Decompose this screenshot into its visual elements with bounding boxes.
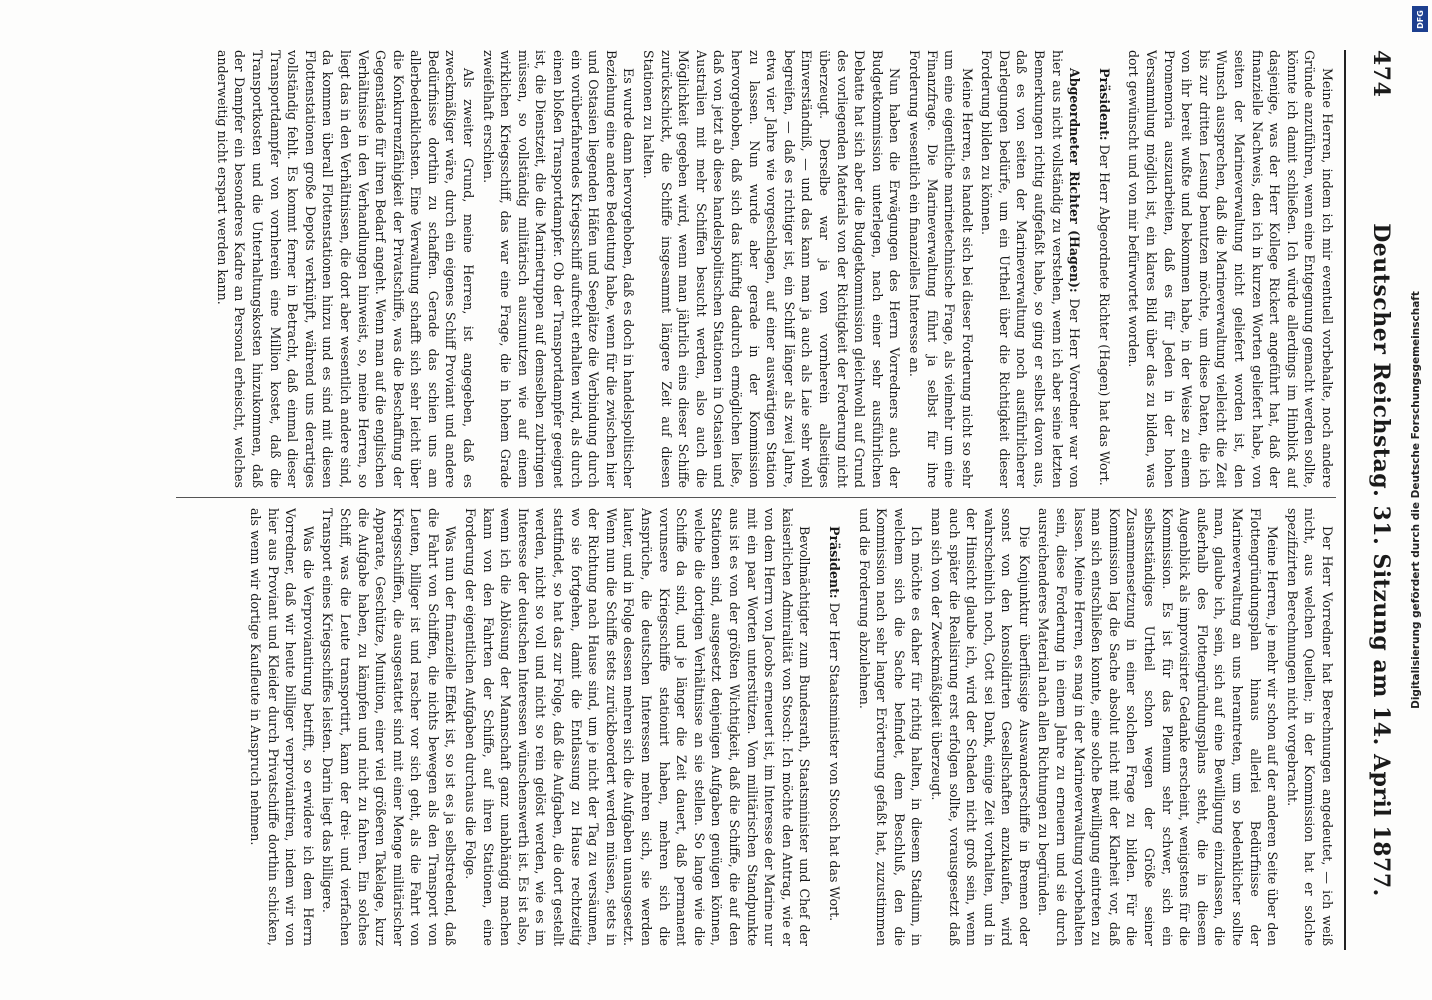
- paragraph: [927, 508, 1033, 946]
- paragraph: [213, 50, 477, 488]
- paragraph: [978, 50, 1084, 488]
- header-rule: [1344, 50, 1346, 950]
- right-column: [96, 508, 1336, 946]
- paragraph-text: Nun haben die Erwägungen des Herrn Vorredners auch der Budgetkommission unterlegen, nach einer sehr ausführlichen Debatte hat sich aber die Budgetkommission gleichwohl auf Grund des vorliegenden Materials von der Richtigkeit der Forderung nicht überzeugt. Derselbe war ja von vornherein allseitiges Einverständniß, — und das kann man ja auch als Laie sehr wohl begreifen, — daß es richtiger ist, ein Schiff länger als zwei Jahre, etwa vier Jahre wie vorgeschlagen, auf einer auswärtigen Station zu lassen. Nun wurde aber gerade in der Kommission hervorgehoben, daß sich das künftig dadurch ermöglichen ließe, daß von jetzt ab diese handelspolitischen Stationen in Ostasien und Australien mit mehr Schiffen besucht werden, also auch die Möglichkeit gegeben wird, wenn man jährlich eins dieser Schiffe zurückschickt, die Schiffe insgesammt längere Zeit auf diesen Stationen zu halten.: [641, 50, 903, 488]
- paragraph-text: Was die Verproviantirung betrifft, so erwidere ich dem Herrn Vorredner, daß wir heute billiger verproviantiren, indem wir von hier aus Proviant und Kleider durch Privatschiffe dorthin schicken, als wenn wir dortige Kaufleute in Anspruch nehmen.: [247, 508, 316, 946]
- paragraph-text: Meine Herren, je mehr wir schon auf der anderen Seite über den Flottengründungsplan hinaus allerlei Bedürfnisse der Marineverwaltung an uns herantreten, um so bedenklicher sollte man, glaube ich, sein, sich auf eine Bewilligung einzulassen, die außerhalb des Flottengründungsplans steht, die in diesem Augenblick als improvisirter Gedanke erscheint, wenigstens für die Kommission. Es ist für das Plenum sehr schwer, sich ein selbstständiges Urtheil schon wegen der Größe seiner Zusammensetzung in einer solchen Frage zu bilden. Für die Kommission lag die Sache absolut nicht mit der Klarheit vor, daß man sich entschließen konnte, eine solche Bewilligung eintreten zu lassen. Meine Herren, es mag in der Marineverwaltung vorbehalten sein, diese Forderung in einem Jahre zu erneuern und sie durch ausreichenderes Material nach allen Richtungen zu begründen.: [1036, 508, 1281, 946]
- page-number: 474: [1368, 50, 1394, 98]
- paragraph: [1095, 50, 1113, 488]
- paragraph-text: Der Herr Abgeordnete Richter (Hagen) hat das Wort.: [1096, 144, 1112, 486]
- paragraph: [1035, 508, 1281, 946]
- paragraph: [639, 50, 903, 488]
- left-column: [96, 50, 1336, 488]
- paragraph: [1283, 508, 1336, 946]
- digitization-note: Digitalisierung gefördert durch die Deutsche Forschungsgemeinschaft: [1410, 291, 1422, 709]
- speaker-name: Präsident:: [826, 526, 842, 599]
- paragraph: [319, 508, 460, 946]
- page-header: [1338, 50, 1408, 950]
- paragraph-text: Der Herr Vorredner war von hier aus nicht vollständig zu verstehen, wenn ich aber seine letzten Bemerkungen richtig aufgefaßt habe, so ging er selbst davon aus, daß es von seiten der Marineverwaltung noch ausführlicherer Darlegungen bedürfe, um ein Urtheil über die Richtigkeit dieser Forderung bilden zu können.: [979, 50, 1083, 488]
- paragraph: [905, 50, 975, 488]
- speaker-name: Präsident:: [1096, 68, 1112, 141]
- paragraph: [479, 50, 637, 488]
- paragraph-text: Ich möchte es daher für richtig halten, in diesem Stadium, in welchem sich die Sache befindet, dem Beschluß, den die Kommission nach sehr langer Erörterung gefaßt hat, zuzustimmen und die Forderung abzulehnen.: [856, 508, 925, 946]
- paragraph: [1125, 50, 1336, 488]
- dfg-logo-text: DFG: [1415, 9, 1425, 29]
- paragraph-text: Die Konjunktur überflüssige Auswanderschiffe in Bremen oder sonst von den konsolidirten Gesellschaften anzukaufen, wird wahrscheinlich noch, Gott sei Dank, einige Zeit vorhalten, und in der Hinsicht glaube ich, wird der Schaden nicht groß sein, wenn auch später die Realisirung erst erfolgen sollte, vorausgesetzt daß man sich von der Zweckmäßigkeit überzeugt.: [928, 508, 1032, 946]
- paragraph: [462, 508, 814, 946]
- paragraph-text: Was nun der finanzielle Effekt ist, so ist es ja selbstredend, daß die Fahrt von Schiffen, die nichts bewegen als den Transport von Leuten, billiger ist und rascher vor sich geht, als die Fahrt von Kriegsschiffen, die ausgestattet sind mit einer Menge militärischer Apparate, Geschütze, Munition, einer viel größeren Takelage, kurz die Aufgabe haben, zu kämpfen und nicht zu fahren. Ein solches Schiff, was die Leute transportirt, kann der drei- und vierfachen Transport eines Kriegsschiffes leisten. Darin liegt das billigere.: [320, 508, 459, 946]
- paragraph-text: Der Herr Staatsminister von Stosch hat das Wort.: [826, 602, 842, 922]
- paragraph-text: Meine Herren, indem ich mir eventuell vorbehalte, noch andere Gründe anzuführen, wenn eine Entgegnung gemacht werden sollte, könnte ich damit schließen. Ich würde allerdings im Hinblick auf dasjenige, was der Herr Kollege Rickert angeführt hat, daß der finanzielle Nachweis, den ich in kurzen Worten geliefert habe, von seiten der Marineverwaltung nicht geliefert worden ist, den Wunsch aussprechen, daß die Marineverwaltung vielleicht die Zeit bis zur dritten Lesung benutzen möchte, um diese Daten, die ich von ihr bereit wußte und bekommen habe, in der Weise zu einem Promemoria auszuarbeiten, daß es für Jeden in der hohen Versammlung möglich ist, ein klares Bild über das zu bilden, was dort gewünscht und von mir befürwortet worden.: [1126, 50, 1335, 488]
- speaker-name: Abgeordneter Richter (Hagen):: [1067, 68, 1083, 293]
- paragraph: [825, 508, 843, 946]
- running-title: Deutscher Reichstag. 31. Sitzung am 14. April 1877.: [1368, 223, 1394, 897]
- dfg-logo: [1412, 6, 1428, 32]
- column-divider: [176, 497, 1336, 498]
- paragraph-text: Als zweiter Grund, meine Herren, ist angegeben, daß es zweckmäßiger wäre, durch ein eigenes Schiff Proviant und andere Bedürfnisse dorthin zu schaffen. Gerade das schien uns am allerbedenklichsten. Eine Verwaltung schafft sich sehr leicht über die Konkurrenzfähigkeit der Privatschiffe, was die Beschaffung der Gegenstände für ihren Bedarf angeht. Wenn man auf die englischen Verhältnisse in den Verhandlungen hinweist, so, meine Herren, so liegt das in den Verhältnissen, die dort aber wesentlich andere sind, da kommen überall Flottenstationen hinzu und es sind mit diesen Flottenstationen große Depots verknüpft, während uns derartiges vollständig fehlt. Es kommt ferner in Betracht, daß einmal dieser Transportdampfer von vornherein eine Million kostet, daß die Transportkosten und die Unterhaltungskosten hinzukommen, daß der Dampfer ein besonderes Kadre an Personal erheischt, welches anderweitig nicht erspart werden kann.: [214, 50, 477, 488]
- paragraph-text: Meine Herren, es handelt sich bei dieser Forderung nicht so sehr um eine eigentliche marinetechnische Frage, als vielmehr um eine Finanzfrage. Die Marineverwaltung führt ja selbst für ihre Forderung wesentlich ein finanzielles Interesse an.: [906, 50, 975, 488]
- paragraph: [246, 508, 316, 946]
- paragraph-text: Der Herr Vorredner hat Berechnungen angedeutet, — ich weiß nicht, aus welchen Quellen; in der Kommission hat er solche spezifizirten Berechnungen nicht vorgebracht.: [1284, 508, 1335, 946]
- paragraph-text: Es wurde dann hervorgehoben, daß es doch in handelspolitischer Beziehung eine andere Bedeutung habe, wenn für die zwischen hier und Ostasien liegenden Häfen und Seeplätze die Verbindung durch ein vorüberfahrendes Kriegsschiff aufrecht erhalten wird, als durch einen bloßen Transportdampfer. Ob der Transportdampfer geeignet ist, die Dienstzeit, die die Marinetruppen auf demselben zubringen müssen, so vollständig militärisch auszunutzen wie auf einem wirklichen Kriegsschiff, das war eine Frage, die in hohem Grade zweifelhaft erschien.: [480, 50, 637, 488]
- paragraph-text: Bevollmächtigter zum Bundesrath, Staatsminister und Chef der kaiserlichen Admiralität von Stosch: Ich möchte den Antrag, wie er von dem Herrn von Jacobs erneuert ist, im Interesse der Marine nur mit ein paar Worten unterstützen. Vom militärischen Standpunkte aus ist es von der größten Wichtigkeit, daß die Schiffe, die auf den Stationen sind, ausgesetzt denjenigen Aufgaben genügen können, welche die dortigen Verhältnisse an sie stellen. So lange wie die Schiffe da sind, und je länger die Zeit dauert, daß permanent vorunsere Kriegsschiffe stationirt haben, mehren sich die Ansprüche, die deutschen Interessen mehren sich, sie werden lauter, und in Folge dessen mehren sich die Aufgaben unausgesetzt. Wenn nun die Schiffe stets zurückbeordert werden müssen, stets in der Richtung nach Hause sind, um je nicht der Tag zu versäumen, wo sie fortgehen, damit die Entlassung zu Hause rechtzeitig stattfindet, so hat das zur Folge, daß die Aufgaben, die dort gestellt werden, nicht so voll und nicht so rein gelöst werden, wie es im Interesse der deutschen Interessen wünschenswerth ist. Es ist also, wenn ich die Ablösung der Mannschaft ganz unabhängig machen kann von den Fahrten der Schiffe, auf ihren Stationen, eine Forderung der eigentlichen Aufgaben durchaus die Folge.: [463, 508, 813, 946]
- paragraph: [855, 508, 925, 946]
